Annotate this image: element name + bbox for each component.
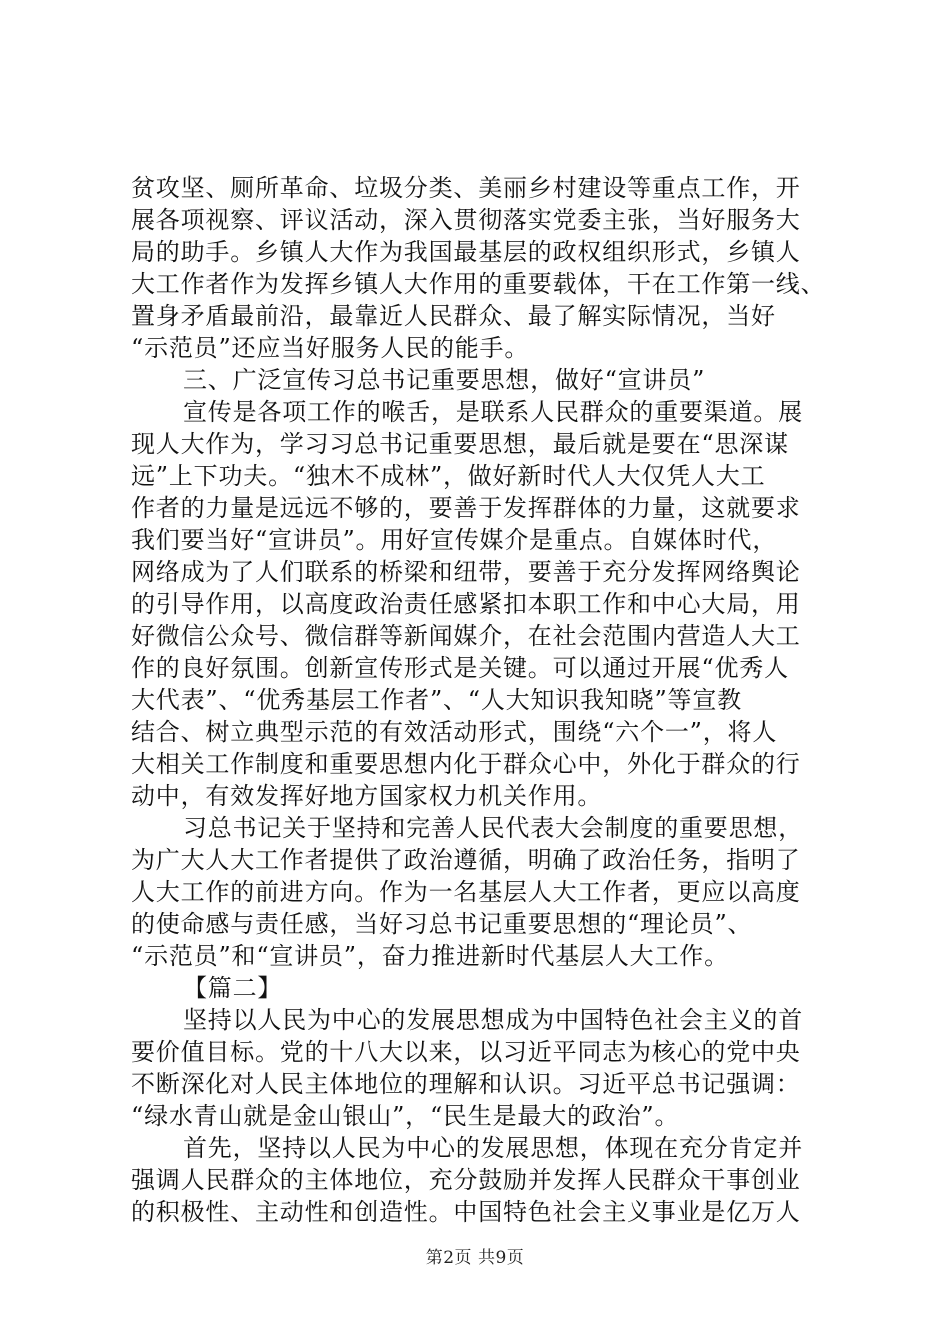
- text-line: 为广大人大工作者提供了政治遵循，明确了政治任务，指明了: [131, 846, 801, 874]
- text-line: 要价值目标。党的十八大以来，以习近平同志为核心的党中央: [131, 1038, 801, 1066]
- text-line: 置身矛盾最前沿，最靠近人民群众、最了解实际情况，当好: [131, 302, 776, 330]
- text-line: 人大工作的前进方向。作为一名基层人大工作者，更应以高度: [131, 878, 801, 906]
- text-line: 强调人民群众的主体地位，充分鼓励并发挥人民群众干事创业: [131, 1166, 801, 1194]
- text-line: 贫攻坚、厕所革命、垃圾分类、美丽乡村建设等重点工作，开: [131, 174, 801, 202]
- text-line: 的积极性、主动性和创造性。中国特色社会主义事业是亿万人: [131, 1198, 801, 1226]
- text-line: 远”上下功夫。“独木不成林”，做好新时代人大仅凭人大工: [131, 462, 766, 490]
- text-line: 动中，有效发挥好地方国家权力机关作用。: [131, 782, 603, 810]
- text-line: 宣传是各项工作的喉舌，是联系人民群众的重要渠道。展: [183, 398, 803, 426]
- text-line: 习总书记关于坚持和完善人民代表大会制度的重要思想，: [183, 814, 803, 842]
- text-line: 不断深化对人民主体地位的理解和认识。习近平总书记强调：: [131, 1070, 801, 1098]
- text-line: 好微信公众号、微信群等新闻媒介，在社会范围内营造人大工: [131, 622, 801, 650]
- page-footer: 第2页 共9页: [425, 1248, 525, 1268]
- text-line: 的引导作用，以高度政治责任感紧扣本职工作和中心大局，用: [131, 590, 801, 618]
- text-line: 结合、树立典型示范的有效活动形式，围绕“六个一”，将人: [131, 718, 778, 746]
- text-line: 大代表”、“优秀基层工作者”、“人大知识我知晓”等宣教: [131, 686, 742, 714]
- text-line: 网络成为了人们联系的桥梁和纽带，要善于充分发挥网络舆论: [131, 558, 801, 586]
- text-line: “示范员”和“宣讲员”，奋力推进新时代基层人大工作。: [131, 942, 729, 970]
- text-line: 大相关工作制度和重要思想内化于群众心中，外化于群众的行: [131, 750, 801, 778]
- text-line: 三、广泛宣传习总书记重要思想，做好“宣讲员”: [183, 366, 706, 394]
- text-line: 首先，坚持以人民为中心的发展思想，体现在充分肯定并: [183, 1134, 803, 1162]
- text-line: 现人大作为，学习习总书记重要思想，最后就是要在“思深谋: [131, 430, 789, 458]
- text-line: 我们要当好“宣讲员”。用好宣传媒介是重点。自媒体时代，: [131, 526, 778, 554]
- text-line: 坚持以人民为中心的发展思想成为中国特色社会主义的首: [183, 1006, 803, 1034]
- text-line: “示范员”还应当好服务人民的能手。: [131, 334, 530, 362]
- document-body: [131, 172, 831, 1228]
- text-line: 作者的力量是远远不够的，要善于发挥群体的力量，这就要求: [131, 494, 801, 522]
- text-line: 局的助手。乡镇人大作为我国最基层的政权组织形式，乡镇人: [131, 238, 801, 266]
- text-line: 【篇二】: [183, 974, 283, 1002]
- text-line: “绿水青山就是金山银山”，“民生是最大的政治”。: [131, 1102, 680, 1130]
- text-line: 大工作者作为发挥乡镇人大作用的重要载体，干在工作第一线、: [131, 270, 826, 298]
- text-line: 作的良好氛围。创新宣传形式是关键。可以通过开展“优秀人: [131, 654, 789, 682]
- text-line: 的使命感与责任感，当好习总书记重要思想的“理论员”、: [131, 910, 753, 938]
- text-line: 展各项视察、评议活动，深入贯彻落实党委主张，当好服务大: [131, 206, 801, 234]
